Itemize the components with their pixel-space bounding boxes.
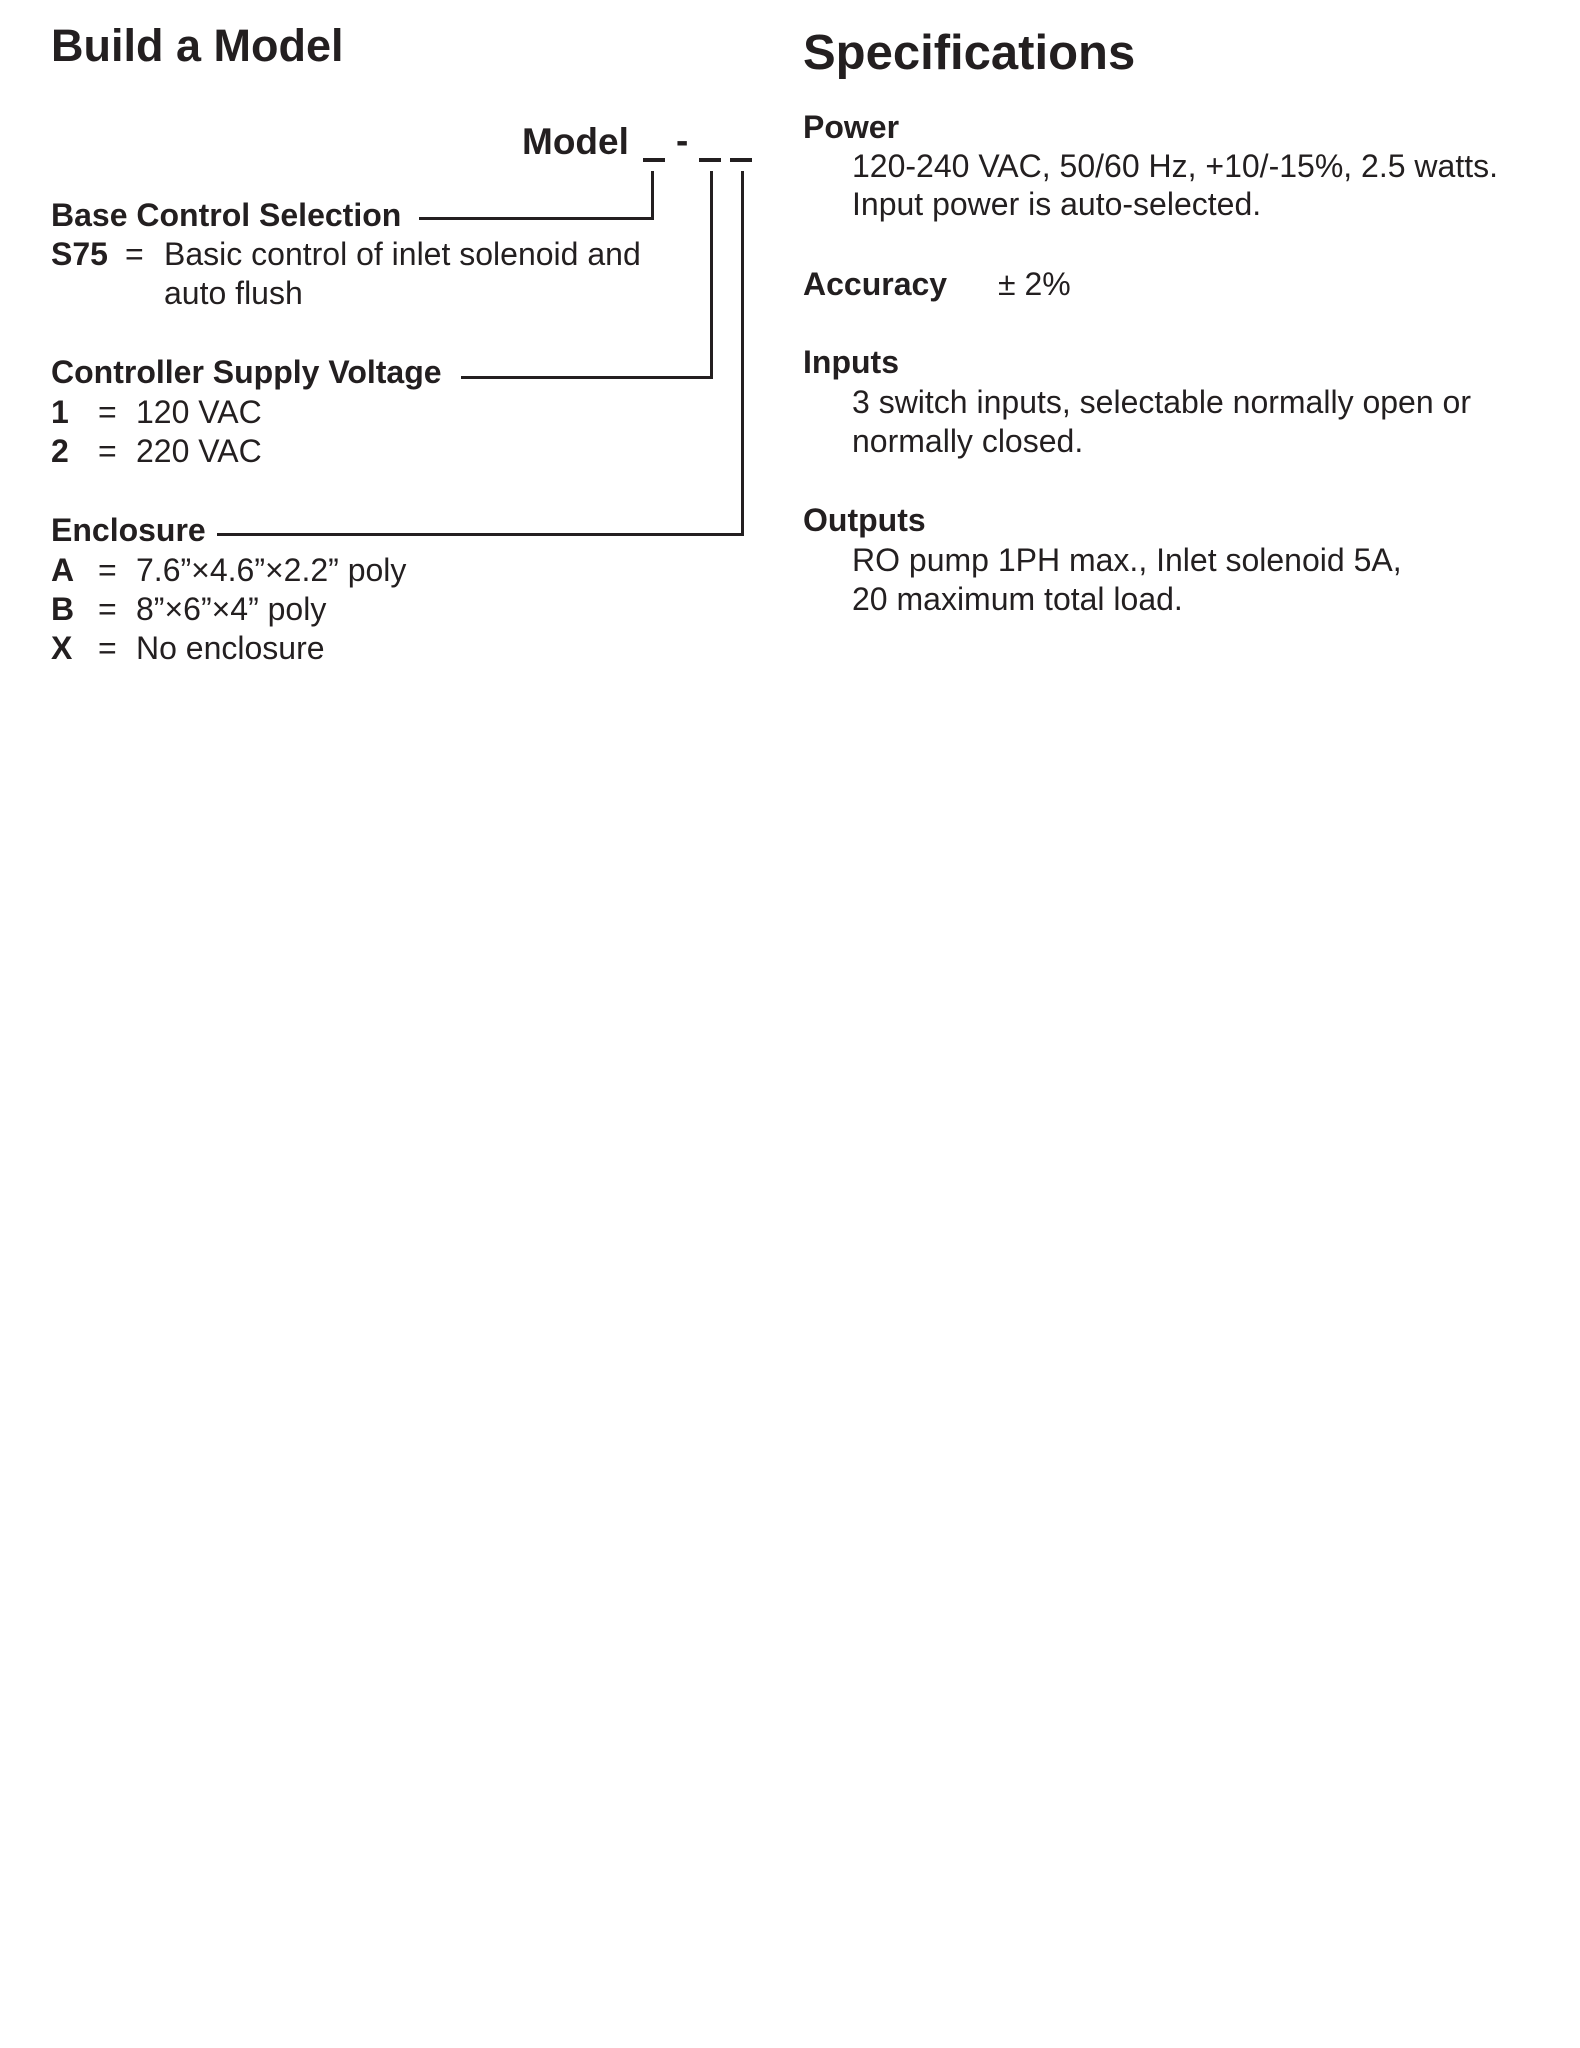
option-equals: =: [98, 591, 117, 627]
connector-enclosure-horizontal: [217, 533, 744, 536]
option-code: 2: [51, 433, 69, 469]
option-description-continued: auto flush: [164, 275, 303, 311]
option-description: No enclosure: [136, 630, 325, 666]
connector-voltage-horizontal: [461, 376, 713, 379]
spec-label-outputs: Outputs: [803, 502, 926, 538]
spec-value-inputs-line1: 3 switch inputs, selectable normally open or: [852, 384, 1471, 420]
option-equals: =: [98, 552, 117, 588]
spec-value-outputs-line2: 20 maximum total load.: [852, 581, 1183, 617]
option-description: 7.6”×4.6”×2.2” poly: [136, 552, 407, 588]
option-description: 220 VAC: [136, 433, 262, 469]
option-description: 120 VAC: [136, 394, 262, 430]
model-label: Model: [522, 121, 629, 162]
spec-label-accuracy: Accuracy: [803, 266, 948, 302]
option-code: A: [51, 552, 75, 588]
spec-value-accuracy: ± 2%: [998, 266, 1071, 302]
option-equals: =: [98, 433, 117, 469]
section-heading-supply-voltage: Controller Supply Voltage: [51, 354, 442, 390]
connector-base-control-horizontal: [419, 217, 654, 220]
option-code: 1: [51, 394, 69, 430]
model-blank-voltage: [699, 158, 721, 162]
option-equals: =: [98, 630, 117, 666]
model-blank-enclosure: [730, 158, 752, 162]
section-heading-base-control: Base Control Selection: [51, 197, 402, 233]
option-equals: =: [98, 394, 117, 430]
specifications-title: Specifications: [803, 26, 1136, 80]
spec-value-power-line1: 120-240 VAC, 50/60 Hz, +10/-15%, 2.5 watts.: [852, 148, 1498, 184]
option-description: Basic control of inlet solenoid and: [164, 236, 641, 272]
spec-value-inputs-line2: normally closed.: [852, 423, 1084, 459]
spec-value-power-line2: Input power is auto-selected.: [852, 186, 1262, 222]
spec-label-inputs: Inputs: [803, 344, 899, 380]
option-code: S75: [51, 236, 108, 272]
model-separator: -: [676, 120, 689, 161]
spec-value-outputs-line1: RO pump 1PH max., Inlet solenoid 5A,: [852, 542, 1402, 578]
connector-voltage-vertical: [710, 171, 713, 379]
model-blank-base-control: [643, 158, 665, 162]
spec-label-power: Power: [803, 109, 900, 145]
option-code: X: [51, 630, 73, 666]
connector-base-control-vertical: [651, 171, 654, 220]
build-model-title: Build a Model: [51, 20, 344, 71]
connector-enclosure-vertical: [741, 171, 744, 536]
option-description: 8”×6”×4” poly: [136, 591, 327, 627]
section-heading-enclosure: Enclosure: [51, 512, 206, 548]
option-code: B: [51, 591, 75, 627]
option-equals: =: [125, 236, 144, 272]
